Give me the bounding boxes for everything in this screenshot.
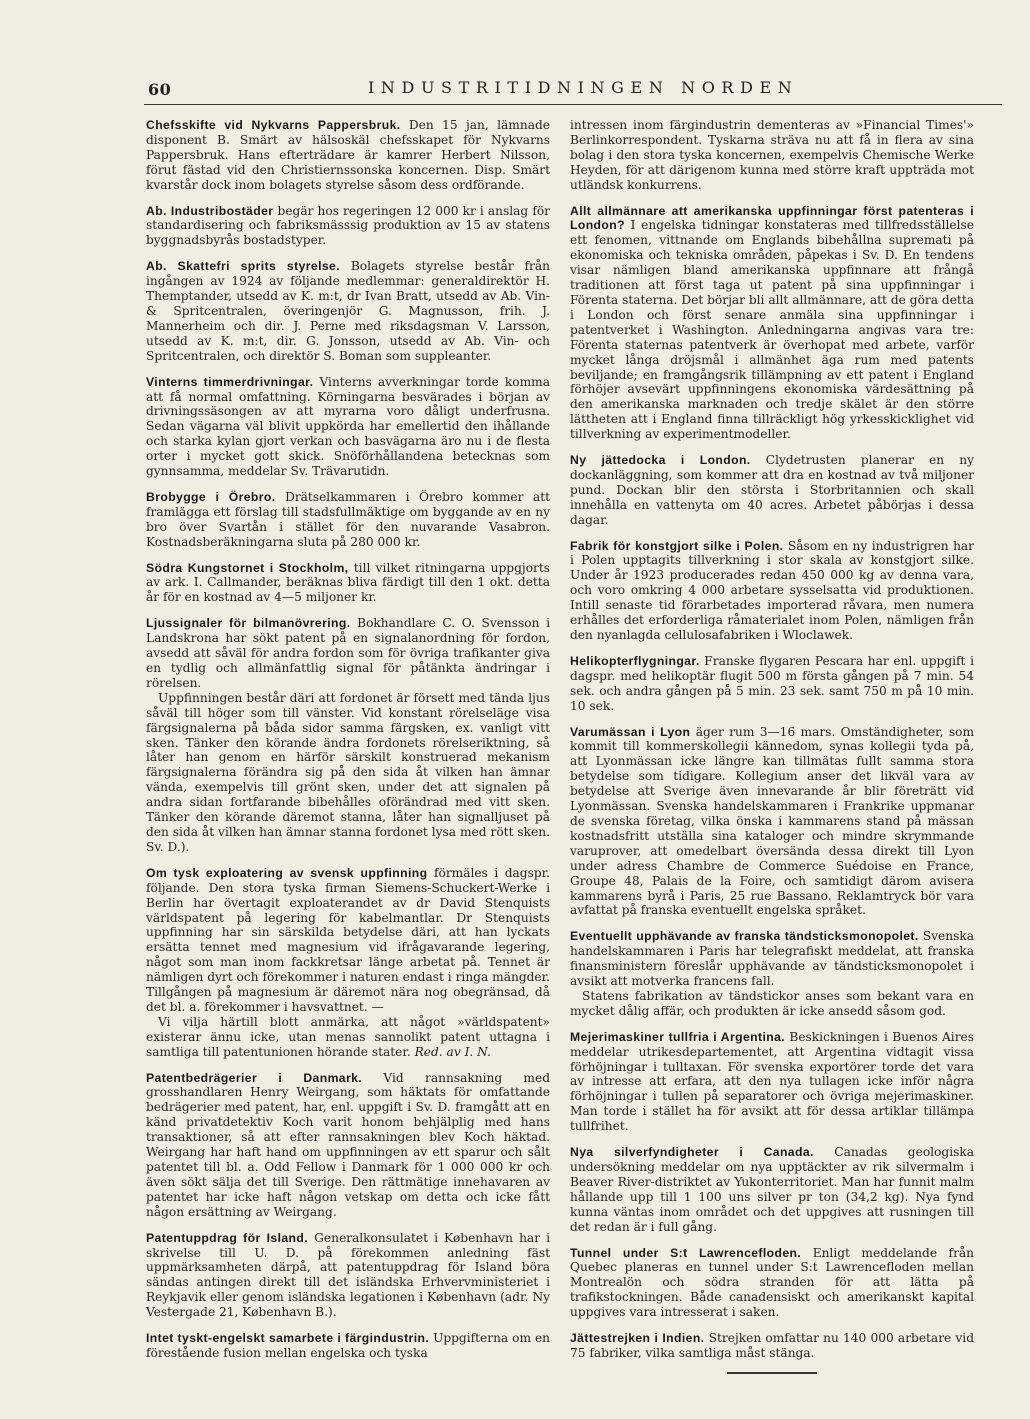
article-body: Franske flygaren Pescara har enl. uppgift i dagspr. med helikoptär flugit 500 m första gången på 7 min. 54 sek. och andra gången på 5 min. 23 sek. samt 750 m på 10 min. 10 sek.: [570, 653, 974, 713]
article-body: Bokhandlare C. O. Svensson i Landskrona har sökt patent på en signalanordning för fordon, avsedd att såväl för andra fordon som för övriga trafikanter giva en tydlig och allmänfattlig signal för påtänkta ändringar i rörelsen.: [146, 616, 550, 690]
article-heading: Patentuppdrag för Island.: [146, 1230, 309, 1245]
article-fargindustrin: [146, 1331, 550, 1361]
article-body: Uppgifterna om en förestående fusion mellan engelska och tyska: [146, 1331, 551, 1360]
article-jattestrejken: [570, 1331, 974, 1361]
article-body: Såsom en ny industrigren har i Polen upptagits tillverkning i stor skala av konstgjort silke. Under år 1923 producerades redan 450 000 kg av denna vara, och voro omkring 4 000 arbetare sysselsatta vid produktionen. Intill senaste tid förarbetades importerad råvara, men numera erhålles det erforderliga råmaterialet inom Polen, nämligen från den nyanlagda cellulosafabriken i Wloclawek.: [570, 538, 975, 642]
article-amerikanska-uppfinningar: [570, 204, 974, 443]
article-heading: Nya silverfyndigheter i Canada.: [570, 1145, 814, 1160]
running-head: INDUSTRITIDNINGEN NORDEN: [368, 78, 799, 97]
article-body: äger rum 3—16 mars. Omständigheter, som kommit till kommerskollegii kännedom, synas kollegii tyda på, att Lyonmässan icke längre kan tillmätas fullt samma stora betydelse som tidigare. Kollegium anser det likväl vara av betydelse att Sverige även innevarande år blir företrätt vid Lyonmässan. Svenska handelskammaren i Frankrike uppmanar de svenska företag, vilka önska i kammarens stand på mässan kostnadsfritt utställa sina kataloger och mindre skrymmande varuprover, att omedelbart översända dessa direkt till Lyon under adress Chambre de Commerce Suédoise en France, Groupe 48, Palais de la Foire, och samtidigt därom avisera kammarens byrå i Paris, 25 rue Bassano. Reklamtryck bör vara avfattat på franska eventuellt engelska språket.: [570, 724, 974, 918]
header-rule: [144, 104, 1002, 105]
article-brobygge: [146, 490, 550, 550]
article-heading: Om tysk exploatering av svensk uppfinning: [146, 865, 428, 880]
article-konstgjort-silke: [570, 539, 974, 643]
article-heading: Ab. Industribostäder: [146, 203, 274, 218]
left-column: [146, 118, 550, 1372]
article-body: Vinterns avverkningar torde komma att få normal omfattning. Körningarna besvärades i början av drivningssäsongen av att myrarna voro dåligt underfrusna. Sedan vägarna väl blivit uppkörda har emellertid den ihållande och starka kylan gjort verkan och basvägarna äro nu i de flesta orter i mycket gott skick. Snöförhållandena betecknas som gynnsamma, meddelar Sv. Trävarutidn.: [146, 374, 551, 479]
article-body: Vi vilja härtill blott anmärka, att något »världspatent» existerar ännu icke, utan menas sannolikt patent uttagna i samtliga till patentunionen hörande stater.: [146, 1014, 550, 1059]
article-varumassan-lyon: [570, 725, 974, 919]
article-helikopter: [570, 654, 974, 714]
article-body: Drätselkammaren i Örebro kommer att framlägga ett förslag till stadsfullmäktige om byggande av en ny bro över Svartån i stället för den nuvarande Vasabron. Kostnadsberäkningarna sluta på 280 000 kr.: [146, 489, 550, 549]
article-body: Beskickningen i Buenos Aires meddelar utrikesdepartementet, att Argentina vidtagit vissa förhöjningar i tulltaxan. För svenska exportörer torde det vara av intresse att erfara, att den nya tullagen icke inför några förhöjningar i tullen på separatorer och övriga mejerimaskiner. Man torde i stället ha för avsikt att för dessa artiklar tillämpa tullfrihet.: [570, 1029, 974, 1134]
article-heading: Brobygge i Örebro.: [146, 489, 276, 504]
article-heading: Ljussignaler för bilmanövrering.: [146, 616, 351, 631]
article-heading: Patentbedrägerier i Danmark.: [146, 1070, 363, 1085]
article-heading: Intet tyskt-engelskt samarbete i färgindustrin.: [146, 1331, 430, 1346]
article-body: I engelska tidningar konstateras med tillfredsställelse ett fenomen, vittnande om Englands bibehållna supremati på ekonomiska och tekniska områden, påpekas i Sv. D. En tendens visar nämligen bland amerikanska uppfinnare att frångå traditionen att först taga ut patent på sina uppfinningar i Förenta staterna. Det börjar bli allt allmännare, att de göra detta i London och först senare anmäla sina uppfinningar i patentverket i Washington. Anledningarna angivas vara tre: Förenta staternas patentverk är överhopat med arbete, varför mycket långa dröjsmål i allmänhet äga rum med patents beviljande; en framgångsrik tillämpning av ett patent i England förhöjer avsevärt uppfinningens ekonomiska värdesättning på den amerikanska marknaden och tredje skälet är den större lättheten att i England finna tillräckligt hög yrkesskicklighet vid tillverkning av experimentmodeller.: [570, 218, 974, 442]
article-mejerimaskiner: [570, 1030, 974, 1134]
article-heading: Allt allmännare att amerikanska uppfinningar först patenteras i London?: [570, 203, 974, 233]
article-body: Uppfinningen består däri att fordonet är försett med tända ljus såväl till höger som till vänster. Vid konstant rörelseläge visa färgsignalerna på båda sidor samma färgsken, ex. vanligt vitt sken. Tänker den körande ändra fordonets rörelseriktning, så låter han genom en härför särskilt konstruerad mekanism färgsignalerna förändra sig på den sida åt vilken han ämnar vända, exempelvis till grönt sken, under det att signalen på andra sidan fortfarande bibehålles oförändrad med vitt sken. Tänker den körande däremot stanna, låter han signalljuset på den sida åt vilken han ämnar stanna fordonet lysa med rött sken. Sv. D.).: [146, 690, 550, 854]
article-ljussignaler: [146, 616, 550, 691]
page-number: 60: [148, 80, 172, 99]
article-body: Vid rannsakning med grosshandlaren Henry Weirgang, som häktats för omfattande bedrägerier med patent, har, enl. uppgift i Sv. D. framgått att en känd privatdetektiv Koch varit honom behjälplig med hans transaktioner, så att efter rannsakningen blev Koch häktad. Weirgang har haft hand om uppfinningen av ett sparur och sålt patentet till bl. a. Odd Fellow i Danmark för 1 000 000 kr och även sökt sälja det till Sverige. Den rättmätige innehavaren av patentet har icke haft någon vetskap om detta och icke fått någon ersättning av Weirgang.: [146, 1070, 551, 1219]
end-rule: [727, 1372, 817, 1374]
article-industribostader: [146, 204, 550, 249]
article-body: Clydetrusten planerar en ny dockanläggning, som kommer att dra en kostnad av två miljoner pund. Dockan blir den största i Storbritannien och skall innehålla en vattenyta om 40 acres. Arbetet påbörjas i dessa dagar.: [570, 453, 974, 527]
article-heading: Fabrik för konstgjort silke i Polen.: [570, 538, 784, 553]
article-body: Enligt meddelande från Quebec planeras en tunnel under S:t Lawrencefloden mellan Montrealön och södra stranden för att lätta på trafikstockningen. Både canadensiskt och amerikanskt kapital uppgives vara intresserat i saken.: [570, 1245, 975, 1320]
article-body: Generalkonsulatet i København har i skrivelse till U. D. på förekommen anledning fäst uppmärksamheten därpå, att patentuppdrag för Island böra sändas antingen direkt till det isländska Erhvervministeriet i Reykjavik eller genom isländska legationen i København (adr. Ny Vestergade 21, København B.).: [146, 1230, 551, 1320]
right-column: [570, 118, 974, 1374]
article-heading: Ny jättedocka i London.: [570, 453, 751, 468]
article-nykvarns: [146, 118, 550, 193]
article-body: Strejken omfattar nu 140 000 arbetare vid 75 fabriker, vilka samtliga måst stänga.: [570, 1331, 975, 1360]
article-tandsticksmonopolet: [570, 929, 974, 989]
article-body: Statens fabrikation av tändstickor anses som bekant vara en mycket dålig affär, och produkten är icke ansedd såsom god.: [570, 988, 974, 1018]
article-heading: Varumässan i Lyon: [570, 724, 691, 739]
article-patentbedragerier: [146, 1071, 550, 1220]
article-skattefri-sprits: [146, 259, 550, 363]
article-heading: Helikopterflygningar.: [570, 653, 700, 668]
article-kungstornet: [146, 561, 550, 606]
article-tunnel-lawrence: [570, 1246, 974, 1321]
article-jattedocka: [570, 453, 974, 528]
article-heading: Chefsskifte vid Nykvarns Pappersbruk.: [146, 118, 401, 132]
article-tandsticksmonopolet-cont: [570, 989, 974, 1019]
article-body: intressen inom färgindustrin dementeras av »Financial Times'» Berlinkorrespondent. Tyskarna sträva nu att få in flera av sina bolag i den stora tyska koncernen, exempelvis Chemische Werke Heyden, för att därigenom kunna med större kraft uppträda mot utländsk konkurrens.: [570, 118, 974, 192]
article-silverfyndigheter: [570, 1145, 974, 1234]
article-tysk-exploatering: [146, 866, 550, 1015]
article-tysk-exploatering-note: [146, 1015, 550, 1060]
article-heading: Ab. Skattefri sprits styrelse.: [146, 259, 340, 274]
article-patentuppdrag-island: [146, 1231, 550, 1320]
article-heading: Jättestrejken i Indien.: [570, 1331, 705, 1346]
editor-signature: Red. av I. N.: [414, 1044, 491, 1059]
article-heading: Tunnel under S:t Lawrencefloden.: [570, 1245, 802, 1260]
article-body: till vilket ritningarna uppgjorts av ark. I. Callmander, beräknas bliva färdigt till den 1 okt. detta år för en kostnad av 4—5 miljoner kr.: [146, 560, 551, 605]
article-heading: Södra Kungstornet i Stockholm,: [146, 560, 349, 575]
article-timmerdrivningar: [146, 375, 550, 479]
article-body: begär hos regeringen 12 000 kr i anslag för standardisering och fabriksmässsig produktion av 15 av statens byggnadsbyrås bostadstyper.: [146, 203, 550, 248]
article-heading: Mejerimaskiner tullfria i Argentina.: [570, 1029, 786, 1044]
article-ljussignaler-cont: [146, 691, 550, 855]
article-body: Bolagets styrelse består från ingången av 1924 av följande medlemmar: generaldirektör H. Themptander, utsedd av K. m:t, dr Ivan Bratt, utsedd av Ab. Vin- & Spritcentralen, överingenjör G. Magnusson, frih. J. Mannerheim och dir. J. Perne med riksdagsman V. Larsson, utsedd av K. m:t, dir. G. Jonsson, utsedd av Ab. Vin- och Spritcentralen, och direktör S. Boman som suppleanter.: [146, 259, 550, 363]
article-heading: Vinterns timmerdrivningar.: [146, 374, 314, 389]
article-body: Svenska handelskammaren i Paris har telegrafiskt meddelat, att franska finansministern föreslår upphävande av tändsticksmonopolet i avsikt att motverka francens fall.: [570, 929, 975, 989]
article-body: Canadas geologiska undersökning meddelar om nya upptäckter av rik silvermalm i Beaver River-distriktet av Yukonterritoriet. Man har funnit malm hållande upp till 1 100 uns silver pr ton (34,2 kg). Nya fynd kunna väntas inom området och det uppgives att rusningen till det redan är i full gång.: [570, 1145, 974, 1234]
article-heading: Eventuellt upphävande av franska tändsticksmonopolet.: [570, 929, 919, 944]
article-body: Den 15 jan, lämnade disponent B. Smärt av hälsoskäl chefsskapet för Nykvarns Pappersbruk. Hans efterträdare är kamrer Herbert Nilsson, förut fästad vid den Christiernssonska koncernen. Disp. Smärt kvarstår dock inom bolagets styrelse såsom dess ordförande.: [146, 118, 550, 192]
article-fargindustrin-cont: [570, 118, 974, 193]
article-body: förmäles i dagspr. följande. Den stora tyska firman Siemens-Schuckert-Werke i Berlin har övertagit exploaterandet av dr David Stenquists världspatent på legering för kabelmantlar. Dr Stenquists uppfinning har sin särskilda betydelse däri, att han lyckats ersätta tennet med magnesium vid ifrågavarande legering, något som man inom fackkretsar länge arbetat på. Tennet är nämligen dyrt och förekommer i naturen endast i ringa mängder. Tillgången på magnesium är däremot nära nog obegränsad, då det bl. a. förekommer i havsvattnet. —: [146, 865, 551, 1014]
